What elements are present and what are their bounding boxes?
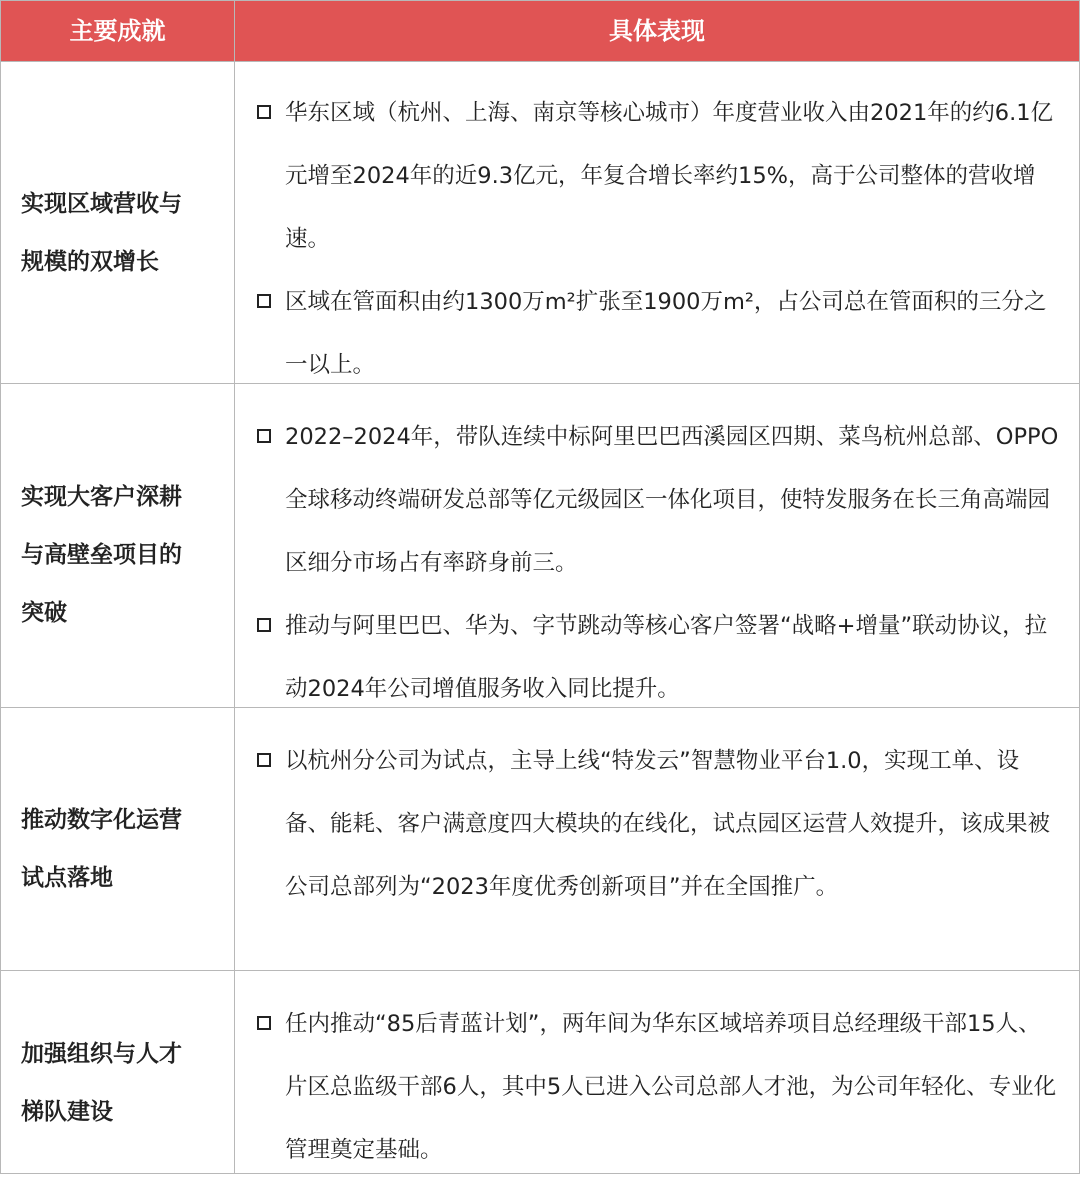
- header-specific-performance: 具体表现: [609, 17, 705, 45]
- list-item: [253, 993, 1063, 1182]
- header-main-achievements: 主要成就: [69, 17, 166, 45]
- square-bullet-icon: [257, 294, 271, 308]
- list-item-text: 以杭州分公司为试点，主导上线“特发云”智慧物业平台1.0，实现工单、设备、能耗、客户满意度四大模块的在线化，试点园区运营人效提升，该成果被公司总部列为“2023年度优秀创新项目”并在全国推广。: [285, 748, 1051, 900]
- square-bullet-icon: [257, 429, 271, 443]
- table-header: [1, 1, 1079, 61]
- square-bullet-icon: [257, 105, 271, 119]
- list-item-text: 2022–2024年，带队连续中标阿里巴巴西溪园区四期、菜鸟杭州总部、OPPO全球移动终端研发总部等亿元级园区一体化项目，使特发服务在长三角高端园区细分市场占有率跻身前三。: [285, 424, 1059, 576]
- table-row: [1, 970, 1079, 1173]
- list-item-text: 华东区域（杭州、上海、南京等核心城市）年度营业收入由2021年的约6.1亿元增至2024年的近9.3亿元，年复合增长率约15%，高于公司整体的营收增速。: [285, 100, 1054, 252]
- list-item-text: 任内推动“85后青蓝计划”，两年间为华东区域培养项目总经理级干部15人、片区总监级干部6人，其中5人已进入公司总部人才池，为公司年轻化、专业化管理奠定基础。: [285, 1011, 1057, 1163]
- square-bullet-icon: [257, 1016, 271, 1030]
- table-row: [1, 383, 1079, 707]
- row-details: [253, 406, 1063, 721]
- row-category: 实现大客户深耕 与高壁垒项目的 突破: [21, 484, 182, 626]
- list-item: [253, 595, 1063, 721]
- square-bullet-icon: [257, 618, 271, 632]
- list-item: [253, 730, 1063, 919]
- row-details: [253, 82, 1063, 397]
- list-item-text: 推动与阿里巴巴、华为、字节跳动等核心客户签署“战略+增量”联动协议，拉动2024年公司增值服务收入同比提升。: [285, 613, 1048, 702]
- list-item: [253, 406, 1063, 595]
- row-category: 加强组织与人才 梯队建设: [21, 1041, 182, 1125]
- row-details: [253, 993, 1063, 1182]
- list-item: [253, 271, 1063, 397]
- row-category: 实现区域营收与 规模的双增长: [21, 191, 182, 275]
- list-item-text: 区域在管面积由约1300万m²扩张至1900万m²，占公司总在管面积的三分之一以上。: [285, 289, 1047, 378]
- square-bullet-icon: [257, 753, 271, 767]
- table-row: [1, 61, 1079, 383]
- table-row: [1, 707, 1079, 970]
- list-item: [253, 82, 1063, 271]
- row-details: [253, 730, 1063, 919]
- row-category: 推动数字化运营 试点落地: [21, 807, 182, 891]
